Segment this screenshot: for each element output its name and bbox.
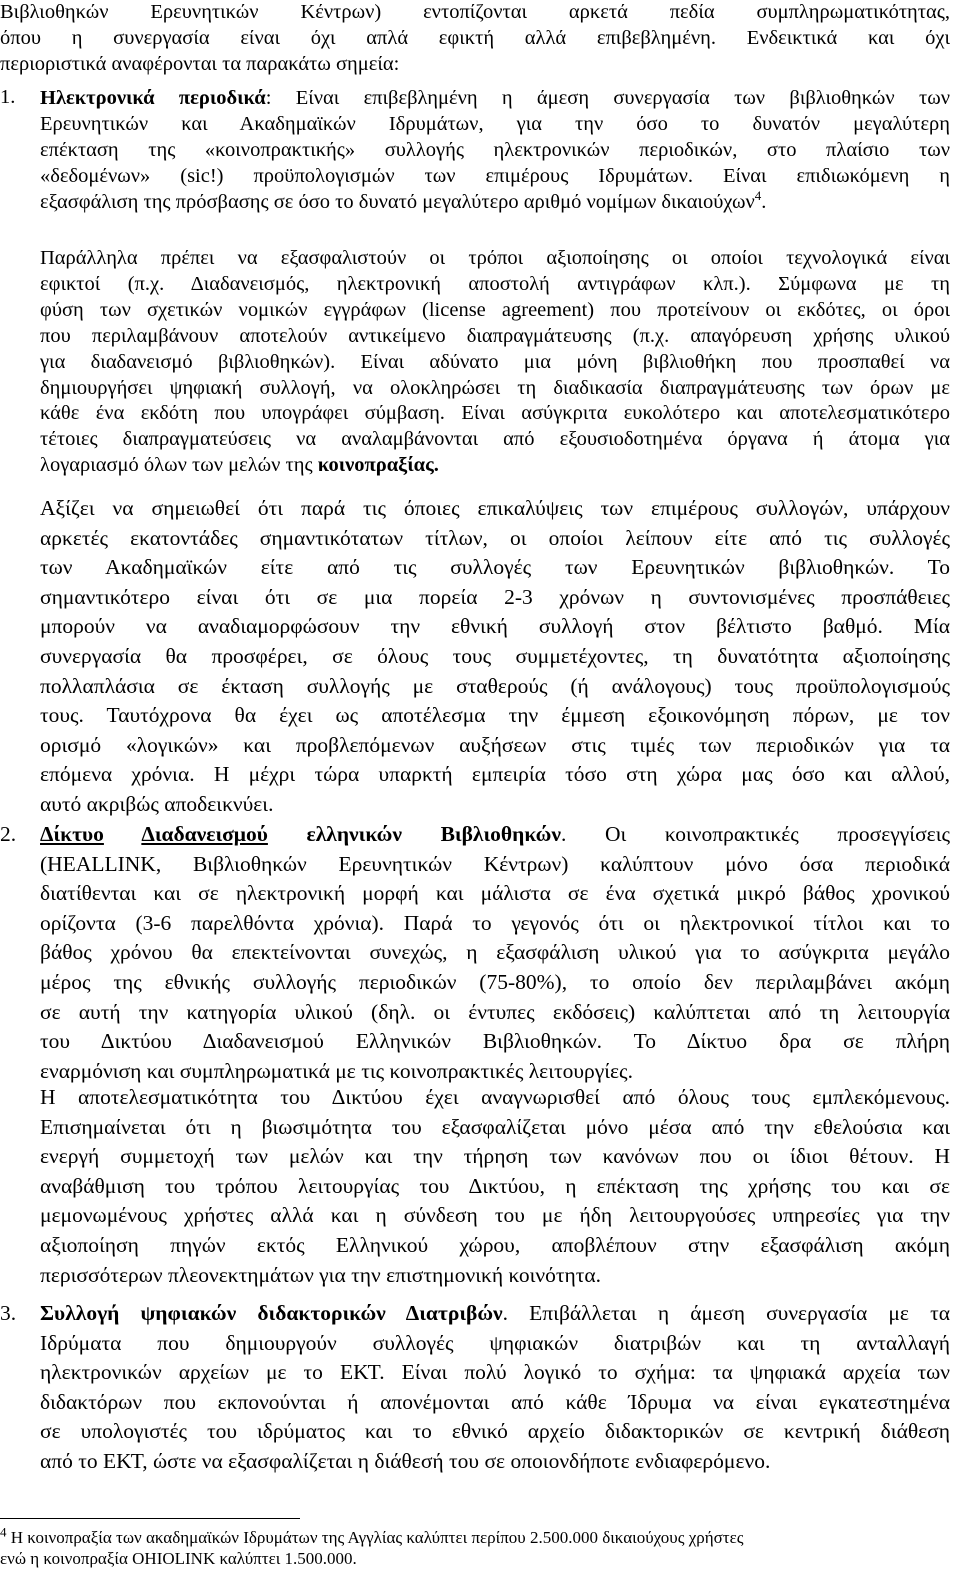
text-line: αξιοποίηση πηγών εκτός Ελληνικού χώρου, αποβλέπουν στην εξασφάλιση ακόμη (40, 1232, 950, 1257)
item-1-paragraph-3 (40, 494, 950, 820)
text-line: τέτοιες διαπραγματεύσεις να αναλαμβάνονται από εξουσιοδοτημένα όργανα ή άτομα για (40, 428, 950, 451)
text-line: μπορούν να αναδιαμορφώσουν την εθνική συλλογή στον βέλτιστο βαθμό. Μία (40, 614, 950, 639)
text-span: . Επιβάλλεται η άμεση συνεργασία με τα (502, 1301, 950, 1325)
footnote-mark: 4 (0, 1524, 7, 1540)
text-line: των Ακαδημαϊκών είτε από τις συλλογές των Ερευνητικών βιβλιοθηκών. Το (40, 555, 950, 580)
item-title-part: Διαδανεισμού (141, 822, 268, 846)
text-span: . Οι κοινοπρακτικές προσεγγίσεις (560, 822, 951, 846)
text-line: επέκταση της «κοινοπρακτικής» συλλογής ηλεκτρονικών περιοδικών, στο πλαίσιο των (40, 138, 950, 161)
text-line: σε υπολογιστές του ιδρύματος και το εθνικό αρχείο διδακτορικών σε κεντρική διάθεση (40, 1419, 950, 1444)
text-line (40, 86, 950, 112)
text-line (40, 453, 950, 479)
text-line: ηλεκτρονικών αρχείων με το ΕΚΤ. Είναι πολύ λογικό το σχήμα: τα ψηφιακά αρχεία των (40, 1360, 950, 1385)
text-line: συνεργασία θα προσφέρει, σε όλους τους συμμετέχοντες, τη δυνατότητα αξιοποίησης (40, 643, 950, 668)
text-line (40, 187, 950, 216)
text-line: επόμενα χρόνια. Η μέχρι τώρα υπαρκτή εμπειρία τόσο στη χώρα μας όσο και αλλού, (40, 762, 950, 787)
text-line: δημιουργήσει ψηφιακή συλλογή, να ολοκληρώσει τη διαδικασία διαπραγμάτευσης των όρων με (40, 376, 950, 399)
text-line: Η αποτελεσματικότητα του Δικτύου έχει αναγνωρισθεί από όλους τους εμπλεκόμενους. (40, 1085, 950, 1109)
footnote (0, 1524, 950, 1569)
text-line: (HEALLINK, Βιβλιοθηκών Ερευνητικών Κέντρων) καλύπτουν μόνο όσα περιοδικά (40, 851, 950, 876)
text-span: εξασφάλιση της πρόσβασης σε όσο το δυνατό μεγαλύτερο αριθμό νομίμων δικαιούχων (40, 190, 755, 213)
list-number: 2. (0, 822, 17, 846)
text-line: του Δικτύου Διαδανεισμού Ελληνικών Βιβλιοθηκών. Το Δίκτυο δρα σε πλήρη (40, 1029, 950, 1054)
text-line: Βιβλιοθηκών Ερευνητικών Κέντρων) εντοπίζονται αρκετά πεδία συμπληρωματικότητας, (0, 1, 950, 23)
item-3-paragraph-1 (40, 1299, 950, 1477)
text-line: ορίζοντα (3-6 παρελθόντα χρόνια). Παρά το γεγονός ότι οι ηλεκτρονικοί τίτλοι και το (40, 910, 950, 935)
text-line: κάθε ένα εκδότη που υπογράφει σύμβαση. Είναι ασύγκριτα ευκολότερο και αποτελεσματικότερο (40, 402, 950, 425)
text-line: σε αυτή την κατηγορία υλικού (δηλ. οι έντυπες εκδόσεις) καλύπτεται από τη λειτουργία (40, 999, 950, 1024)
text-span: λογαριασμό όλων των μελών της (40, 454, 318, 477)
text-line: Ερευνητικών και Ακαδημαϊκών Ιδρυμάτων, για την όσο το δυνατόν μεγαλύτερη (40, 112, 950, 135)
footnote-ref[interactable]: 4 (754, 187, 762, 203)
text-line: ορισμό «λογικών» και προβλεπόμενων αυξήσεων στις τιμές των περιοδικών για τα (40, 732, 950, 757)
text-line: αρκετές εκατοντάδες σημαντικότατων τίτλων, οι οποίοι λείπουν είτε από τις συλλογές (40, 525, 950, 550)
item-1-paragraph-1 (40, 86, 950, 216)
text-line: αναβάθμιση του τρόπου λειτουργίας του Δικτύου, η επέκταση της χρήσης του και σε (40, 1173, 950, 1198)
text-line: ενεργή συμμετοχή των μελών και την τήρηση των κανόνων που οι ίδιοι θέτουν. Η (40, 1144, 950, 1169)
text-line: περιοριστικά αναφέρονται τα παρακάτω σημεία: (0, 52, 400, 75)
text-span: : Είναι επιβεβλημένη η άμεση συνεργασία των βιβλιοθηκών των (265, 87, 950, 109)
item-1-paragraph-2 (40, 246, 950, 479)
bold-term: κοινοπραξίας. (317, 454, 439, 477)
text-line: ενώ η κοινοπραξία OHIOLINK καλύπτει 1.500.000. (0, 1549, 357, 1568)
text-line: Ιδρύματα που δημιουργούν συλλογές ψηφιακών διατριβών και τη ανταλλαγή (40, 1330, 950, 1355)
text-line: σημαντικότερο είναι ότι σε μια πορεία 2-3 χρόνων η συντονισμένες προσπάθειες (40, 584, 950, 609)
footnote-divider (0, 1518, 300, 1519)
text-line: Αξίζει να σημειωθεί ότι παρά τις όποιες επικαλύψεις των επιμέρους συλλογών, υπάρχουν (40, 496, 950, 520)
item-2-paragraph-2 (40, 1083, 950, 1290)
text-line: «δεδομένων» (sic!) προϋπολογισμών των επιμέρους Ιδρυμάτων. Είναι επιδιωκόμενη η (40, 164, 950, 187)
text-line: περισσότερων πλεονεκτημάτων για την επιστημονική κοινότητα. (40, 1262, 601, 1287)
text-line (40, 1299, 950, 1329)
text-line: διατίθενται και σε ηλεκτρονική μορφή και μάλιστα σε ένα σχετικά μικρό βάθος χρονικού (40, 881, 950, 906)
text-line: εφικτοί (π.χ. Διαδανεισμός, ηλεκτρονική αποστολή αντιγράφων κλπ.). Σύμφωνα με τη (40, 272, 950, 295)
text-line: Παράλληλα πρέπει να εξασφαλιστούν οι τρόποι αξιοποίησης οι οποίοι τεχνολογικά είναι (40, 247, 950, 269)
text-line: που περιλαμβάνουν αποτελούν αντικείμενο διαπραγμάτευσης (π.χ. απαγόρευση χρήσης υλικού (40, 324, 950, 347)
text-line: πολλαπλάσια σε έκταση συλλογής με σταθερούς (ή ανάλογους) τους προϋπολογισμούς (40, 673, 950, 698)
text-line: όπου η συνεργασία είναι όχι απλά εφικτή αλλά επιβεβλημένη. Ενδεικτικά και όχι (0, 26, 950, 49)
item-title: Ηλεκτρονικά περιοδικά (40, 87, 266, 109)
text-line: τους. Ταυτόχρονα θα έχει ως αποτέλεσμα την έμμεση εξοικονόμηση πόρων, με τον (40, 703, 950, 728)
list-number: 3. (0, 1301, 17, 1325)
text-line: μεμονωμένους χρήστες αλλά και η σύνδεση του με ήδη λειτουργούσες υπηρεσίες για την (40, 1203, 950, 1228)
text-line: διδακτόρων που εκπονούνται ή απονέμονται από κάθε Ίδρυμα να είναι εγκατεστημένα (40, 1389, 950, 1414)
text-line (40, 820, 950, 850)
text-line (0, 1524, 950, 1548)
text-line: αυτό ακριβώς αποδεικνύει. (40, 791, 274, 816)
text-line: εναρμόνιση και συμπληρωματικά με τις κοινοπρακτικές λειτουργίες. (40, 1058, 633, 1083)
item-2-paragraph-1 (40, 820, 950, 1086)
text-span: Η κοινοπραξία των ακαδημαϊκών Ιδρυμάτων της Αγγλίας καλύπτει περίπου 2.500.000 δικαιούχους χρήστες (6, 1528, 744, 1547)
text-line: από το ΕΚΤ, ώστε να εξασφαλίζεται η διάθεσή του σε οποιονδήποτε ενδιαφερόμενο. (40, 1448, 771, 1473)
text-line: Επισημαίνεται ότι η βιωσιμότητα του εξασφαλίζεται μόνο μέσα από την εθελούσια και (40, 1114, 950, 1139)
text-line: φύση των σχετικών νομικών εγγράφων (license agreement) που προτείνουν οι εκδότες, οι όροι (40, 298, 950, 321)
item-title-part: Δίκτυο (40, 822, 104, 846)
intro-paragraph (0, 0, 950, 78)
list-number: 1. (0, 86, 16, 108)
item-title: Συλλογή ψηφιακών διδακτορικών Διατριβών (40, 1301, 503, 1325)
item-title-part: ελληνικών Βιβλιοθηκών (306, 822, 561, 846)
text-line: μέρος της εθνικής συλλογής περιοδικών (75-80%), το οποίο δεν περιλαμβάνει ακόμη (40, 969, 950, 994)
text-line: για διαδανεισμό βιβλιοθηκών). Είναι αδύνατο μια μόνη βιβλιοθήκη που προσπαθεί να (40, 350, 950, 373)
text-span: . (761, 190, 767, 213)
text-line: βάθος χρόνου θα επεκτείνονται συνεχώς, η εξασφάλιση υλικού για το ασύγκριτα μεγάλο (40, 940, 950, 965)
